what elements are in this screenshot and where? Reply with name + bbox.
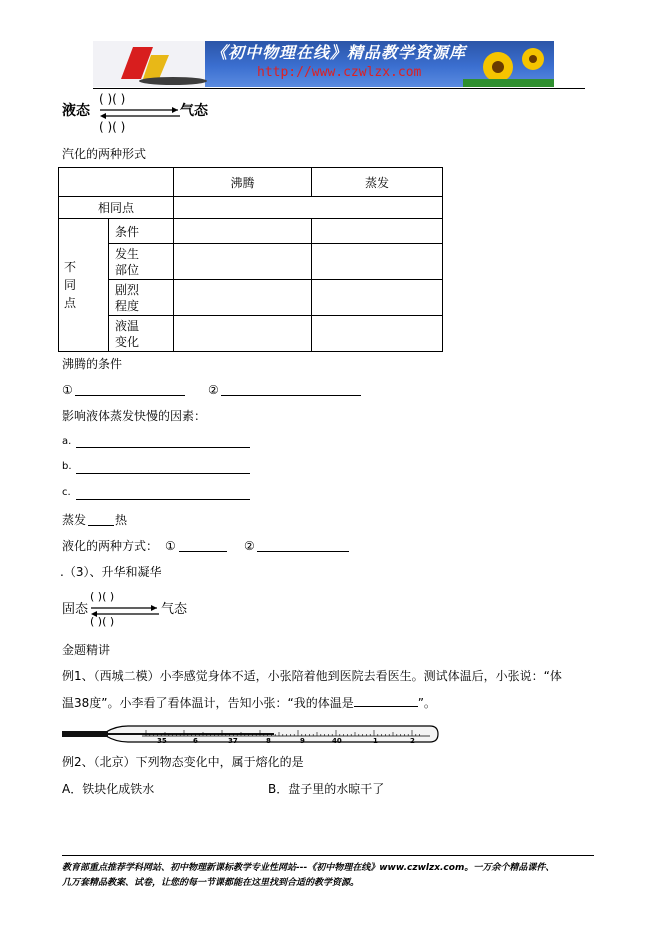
row-label-line: 部位 (115, 262, 140, 277)
thermo-label-1: 1 (373, 737, 378, 745)
boiling-conditions-heading: 沸腾的条件 (62, 357, 123, 371)
banner-title: 《初中物理在线》精品教学资源库 (211, 43, 467, 62)
row-label-line: 液温 (115, 318, 140, 333)
col-evaporation: 蒸发 (312, 168, 443, 197)
boiling-item-1-marker: ① (62, 383, 73, 397)
sublimation-heading: .（3）、升华和凝华 (60, 565, 162, 579)
thermo-label-8: 8 (266, 737, 271, 745)
exercise-1-text: 温38度”。小李看了看体温计，告知小张：“我的体温是 (62, 696, 354, 710)
col-boiling: 沸腾 (174, 168, 312, 197)
thermometer-image (62, 723, 440, 745)
solid-label: 固态 (62, 602, 89, 617)
exercise-1-text-end: ”。 (417, 696, 436, 710)
cell-answer[interactable] (174, 280, 312, 316)
evap-factor-c: c. (62, 487, 71, 498)
exercise-1-line-2 (62, 696, 436, 709)
boiling-item-2-marker: ② (208, 383, 219, 397)
gas-label: 气态 (180, 103, 208, 119)
exercise-1-line-1: 例1、（西城二模）小李感觉身体不适，小张陪着他到医院去看医生。测试体温后，小张说：“体 (62, 669, 562, 683)
liquefaction-item-2-blank[interactable] (257, 551, 349, 552)
evap-heat-prefix: 蒸发 (62, 513, 87, 527)
cell-answer[interactable] (174, 219, 312, 244)
thermo-label-9: 9 (300, 737, 305, 745)
exercise-2-option-b[interactable]: B．盘子里的水晾干了 (268, 782, 385, 796)
evap-factor-b: b. (62, 461, 72, 472)
banner-url[interactable]: http://www.czwlzx.com (257, 65, 422, 80)
row-label-line: 程度 (115, 298, 140, 313)
liquefaction-item-1-marker: ① (165, 539, 176, 553)
exercise-2-line: 例2、（北京）下列物态变化中，属于熔化的是 (62, 755, 304, 769)
exercise-1-answer-blank[interactable] (354, 696, 418, 707)
cell-answer[interactable] (312, 219, 443, 244)
thermo-label-6: 6 (193, 737, 198, 745)
liquefaction-label: 液化的两种方式： (62, 539, 159, 553)
cell-answer[interactable] (174, 244, 312, 280)
evap-heat-blank[interactable] (88, 525, 114, 526)
boiling-item-1-blank[interactable] (75, 395, 185, 396)
evap-factor-b-blank[interactable] (76, 473, 250, 474)
footer-text (62, 861, 602, 891)
table-corner-cell (59, 168, 174, 197)
evap-heat-suffix: 热 (115, 513, 128, 527)
row-label-line: 发生 (115, 246, 140, 261)
footer-divider (62, 855, 594, 856)
row-location-label (109, 244, 174, 280)
cell-answer[interactable] (312, 280, 443, 316)
vaporization-heading: 汽化的两种形式 (62, 147, 147, 161)
row-diff-char: 同 (64, 278, 77, 292)
footer-line-1: 教育部重点推荐学科网站、初中物理新课标教学专业性网站---《初中物理在线》www.czwlzx.com。一万余个精品课件、 (62, 863, 555, 873)
row-same-label: 相同点 (59, 197, 174, 219)
liquid-gas-bottom-paren: ( )( ) (99, 120, 126, 134)
liquefaction-item-1-blank[interactable] (179, 551, 227, 552)
row-label-line: 剧烈 (115, 282, 140, 297)
cell-answer[interactable] (312, 244, 443, 280)
evap-factor-c-blank[interactable] (76, 499, 250, 500)
evap-factors-heading: 影响液体蒸发快慢的因素： (62, 409, 207, 423)
row-diff-char: 点 (64, 296, 77, 310)
sublimation-bottom-paren: ( )( ) (90, 615, 115, 628)
liquid-gas-arrows (98, 105, 182, 121)
header-banner (93, 41, 554, 87)
thermo-label-2: 2 (410, 737, 415, 745)
liquefaction-item-2-marker: ② (244, 539, 255, 553)
thermo-label-37: 37 (228, 737, 238, 745)
exercise-2-option-a[interactable]: A．铁块化成铁水 (62, 782, 155, 796)
vaporization-table (58, 167, 443, 352)
exercises-heading: 金题精讲 (62, 643, 111, 657)
row-diff-char: 不 (64, 260, 77, 274)
thermo-label-35: 35 (157, 737, 167, 745)
evap-factor-a: a. (62, 436, 72, 447)
row-same-answer[interactable] (174, 197, 443, 219)
row-diff-label (59, 219, 109, 352)
row-label-line: 变化 (115, 334, 140, 349)
boiling-item-2-blank[interactable] (221, 395, 361, 396)
thermo-label-40: 40 (332, 737, 342, 745)
sublimation-gas-label: 气态 (161, 602, 188, 617)
cell-answer[interactable] (174, 316, 312, 352)
row-condition-label: 条件 (109, 219, 174, 244)
footer-line-2: 几万套精品教案、试卷，让您的每一节课都能在这里找到合适的教学资源。 (62, 878, 360, 888)
header-divider (93, 88, 585, 89)
liquid-gas-top-paren: ( )( ) (99, 92, 126, 106)
liquid-label: 液态 (62, 103, 90, 119)
sublimation-top-paren: ( )( ) (90, 590, 115, 603)
cell-answer[interactable] (312, 316, 443, 352)
row-temperature-label (109, 316, 174, 352)
row-intensity-label (109, 280, 174, 316)
evap-factor-a-blank[interactable] (76, 447, 250, 448)
